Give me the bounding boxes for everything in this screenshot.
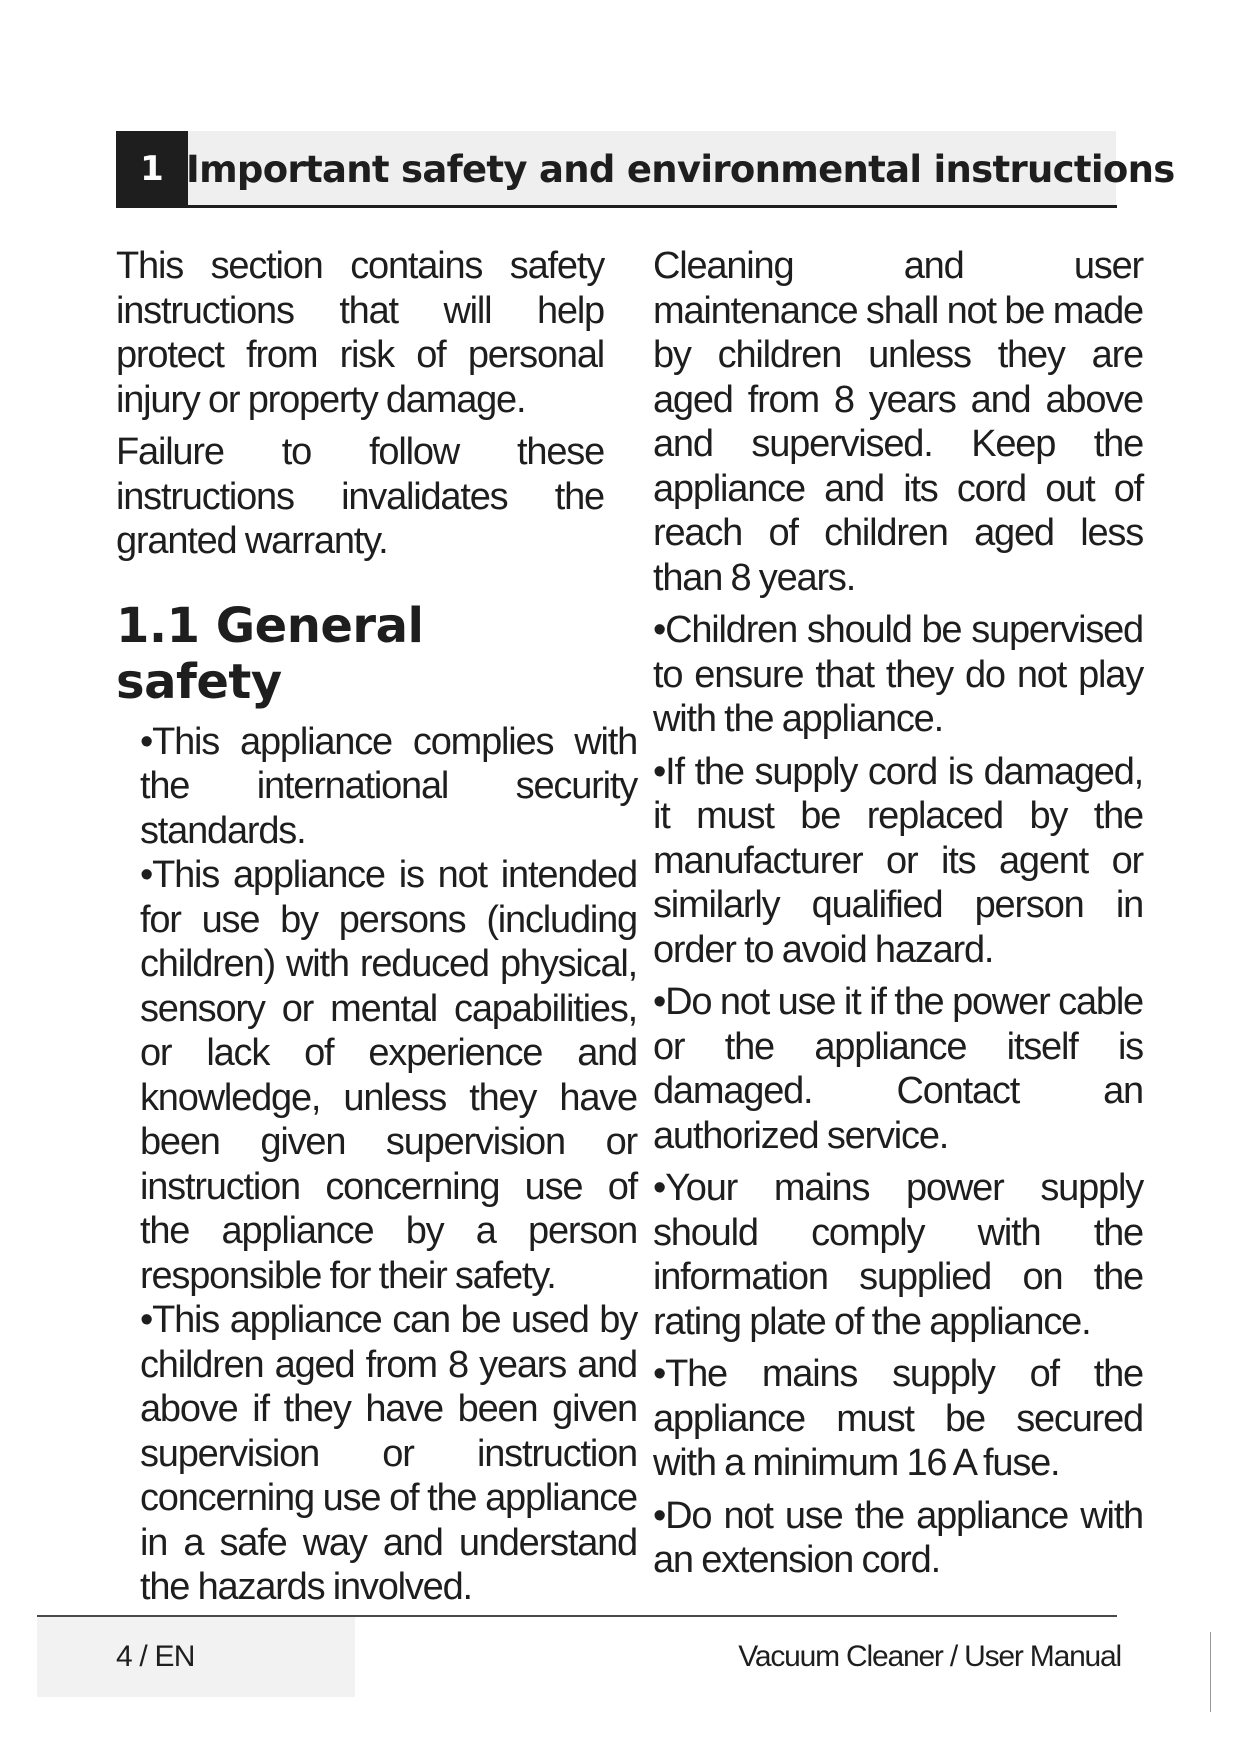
chapter-number: 1 bbox=[116, 131, 188, 207]
intro-paragraph: This section contains safety instructions that will help protect from risk of personal injury or property damage. bbox=[116, 245, 604, 421]
bullet-item: •Children should be supervised to ensure that they do not play with the appliance. bbox=[653, 609, 1143, 740]
bullet-item: •The mains supply of the appliance must be secured with a minimum 16 A fuse. bbox=[653, 1353, 1143, 1484]
bullet-item: •If the supply cord is damaged, it must be replaced by the manufacturer or its agent or similarly qualified person in order to avoid hazard. bbox=[653, 750, 1143, 971]
footer-page-tab bbox=[37, 1617, 355, 1697]
right-column bbox=[653, 244, 1143, 1591]
page-edge-line bbox=[1210, 1632, 1211, 1712]
chapter-header-rule bbox=[116, 205, 1117, 208]
bullet-item: •This appliance complies with the international security standards. bbox=[140, 720, 637, 852]
section-title: 1.1 General safety bbox=[116, 597, 424, 710]
bullet-item: •Your mains power supply should comply with the information supplied on the rating plate of the appliance. bbox=[653, 1167, 1143, 1343]
bullet-item: •This appliance can be used by children aged from 8 years and above if they have been given supervision or instruction concerning use of the appliance in a safe way and understand the hazards involved. bbox=[140, 1299, 637, 1608]
warranty-paragraph: Failure to follow these instructions invalidates the granted warranty. bbox=[116, 431, 604, 562]
bullet-item: •Do not use it if the power cable or the appliance itself is damaged. Contact an authorized service. bbox=[653, 981, 1143, 1157]
continued-paragraph: Cleaning and user maintenance shall not be made by children unless they are aged from 8 years and above and supervised. Keep the appliance and its cord out of reach of children aged less than 8 years. bbox=[653, 245, 1143, 599]
page-number: 4 / EN bbox=[116, 1640, 195, 1673]
left-bullet-list bbox=[140, 720, 637, 1610]
chapter-title: Important safety and environmental instructions bbox=[186, 147, 1175, 191]
bullet-item: •This appliance is not intended for use by persons (including children) with reduced physical, sensory or mental capabilities, or lack of experience and knowledge, unless they have been given supervision or instruction concerning use of the appliance by a person responsible for their safety. bbox=[140, 854, 637, 1297]
left-column bbox=[116, 244, 637, 1610]
bullet-item: •Do not use the appliance with an extension cord. bbox=[653, 1494, 1143, 1581]
document-title: Vacuum Cleaner / User Manual bbox=[738, 1640, 1121, 1673]
